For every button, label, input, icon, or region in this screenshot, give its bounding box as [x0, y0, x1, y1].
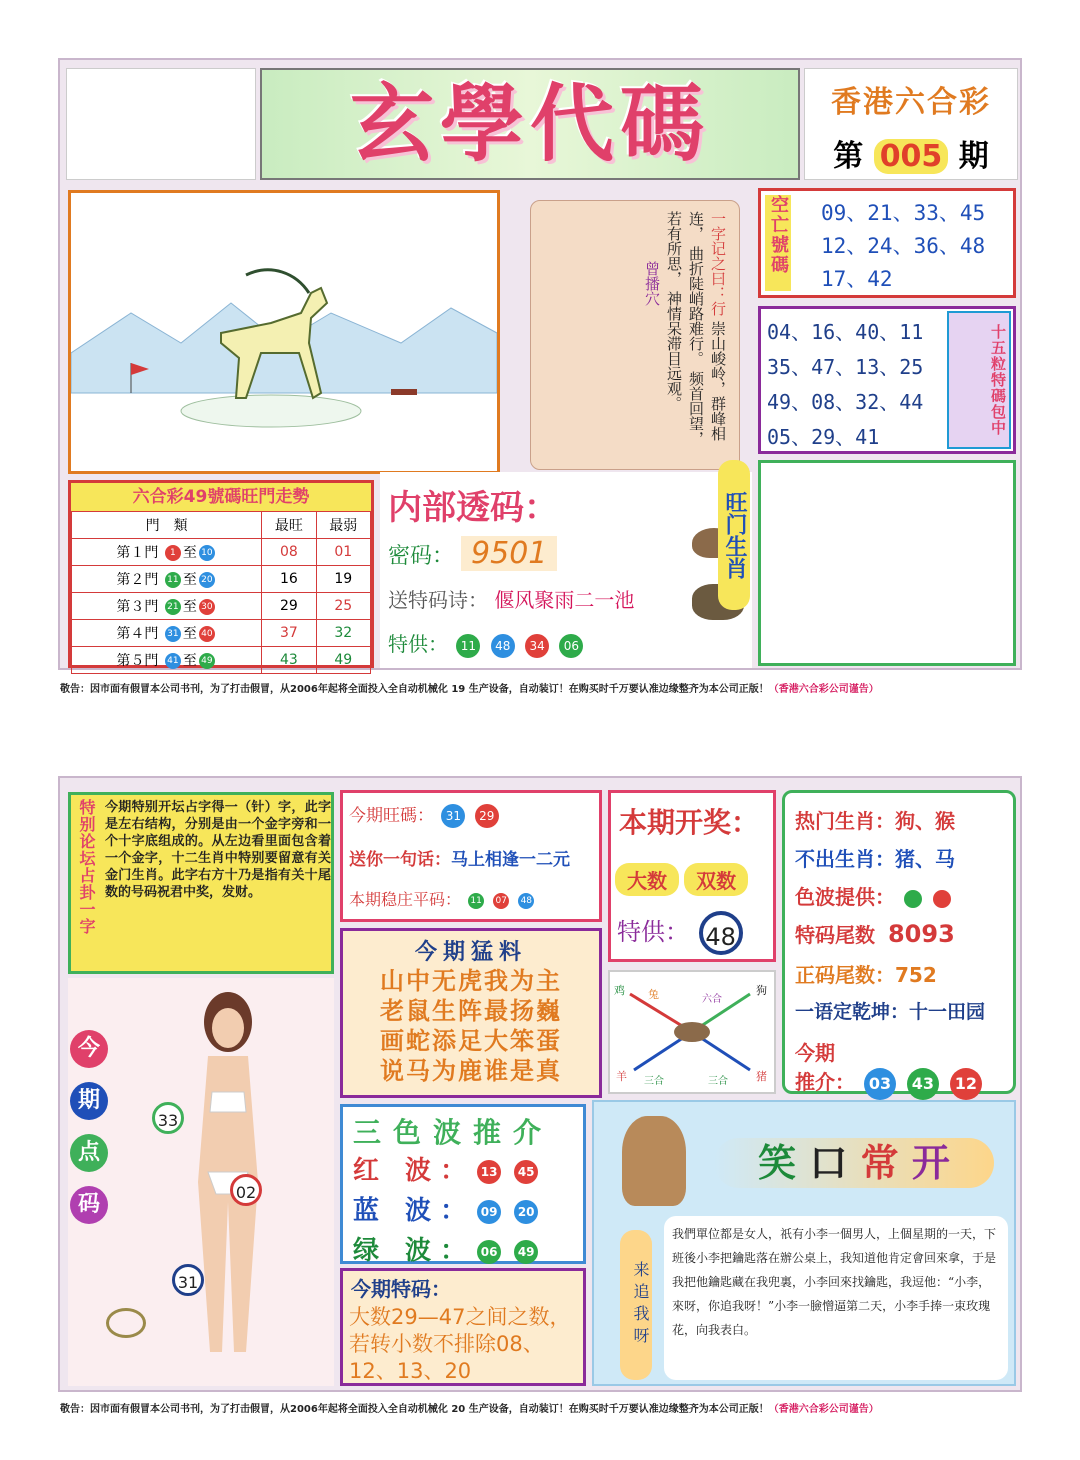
poem-line-1: 崇山峻岭，群峰相连， — [687, 211, 727, 441]
dragon-icon — [106, 1308, 146, 1338]
flat-ball: 07 — [493, 893, 509, 909]
zone-max: 37 — [262, 620, 316, 647]
zone-min: 19 — [316, 566, 370, 593]
green-wave-icon — [904, 890, 922, 908]
saying2-line — [795, 997, 985, 1024]
zone-header-type: 門 類 — [72, 512, 262, 539]
special-offer-ball: 11 — [456, 634, 480, 658]
main-tail-line — [795, 959, 937, 988]
forum-text: 今期特别开坛占字得一（针）字，此字是左右结构，分别是由一个金字旁和一个十字底组成的。从左边看里面包含着一个金字，十二生肖中特别要留意有关金门生肖。此字右方十乃是指有关十尾数的号码祝君中奖，发财。 — [105, 800, 331, 900]
zone-to-ball: 10 — [199, 545, 215, 561]
color-label: 色波提供： — [795, 885, 895, 909]
compass-arrows — [610, 972, 774, 1092]
wave-ball: 09 — [477, 1200, 501, 1224]
issue-line — [805, 131, 1017, 175]
forum-panel — [68, 792, 334, 974]
special-codes-panel — [758, 306, 1016, 454]
monkey-icon — [622, 1116, 686, 1206]
zone-name: 第３門 — [116, 599, 159, 615]
compass-sanhe-1: 三合 — [644, 1076, 664, 1087]
wave-panel — [340, 1104, 586, 1264]
zone-table — [71, 511, 371, 674]
point-ball: 33 — [152, 1102, 184, 1134]
zone-to: 至 — [182, 545, 197, 561]
recommend-ball: 03 — [864, 1068, 896, 1100]
joke-side-label: 来追我呀 — [620, 1230, 652, 1380]
poem-special-line — [388, 584, 634, 613]
special-offer-ball: 06 — [559, 634, 583, 658]
compass-liuhe: 六合 — [702, 994, 722, 1005]
brand-name: 香港六合彩 — [831, 85, 991, 120]
hot-line — [795, 805, 955, 834]
main-tail-label: 正码尾数： — [795, 963, 895, 987]
top-footer-text: 敬告：因市面有假冒本公司书刊，为了打击假冒，从2006年起将全面投入全自动机械化 19 生产设备，自动装订！在购买时千万要认准边缘整齐为本公司正版！ — [60, 684, 769, 695]
poem-line-4: 神情呆滞目远观。 — [665, 290, 683, 411]
table-row — [72, 647, 371, 674]
empty-codes-panel — [758, 188, 1016, 298]
empty-codes-line-2: 12、24、36、48 — [821, 234, 986, 258]
zone-table-panel — [68, 480, 374, 668]
wang-ball: 31 — [441, 804, 465, 828]
recommend-line — [795, 1037, 984, 1100]
issue-box — [804, 68, 1018, 180]
password-label: 密码： — [388, 544, 455, 569]
zone-max: 16 — [262, 566, 316, 593]
zone-min: 25 — [316, 593, 370, 620]
zone-name: 第５門 — [116, 653, 159, 669]
point-char: 码 — [70, 1186, 108, 1224]
draw-title: 本期开奖： — [619, 806, 760, 839]
zone-min: 32 — [316, 620, 370, 647]
zone-to-ball: 49 — [199, 653, 215, 669]
poem-hint: 曾播穴 — [643, 261, 661, 306]
point-char: 点 — [70, 1134, 108, 1172]
cold-line — [795, 843, 955, 872]
zone-to: 至 — [182, 599, 197, 615]
draw-special-line — [617, 911, 745, 955]
zone-max: 29 — [262, 593, 316, 620]
fierce-panel — [340, 928, 602, 1098]
zone-max: 08 — [262, 539, 316, 566]
recommend-label-1: 今期 — [795, 1041, 835, 1065]
wave-label: 红 波 — [353, 1156, 432, 1186]
point-ball: 02 — [230, 1174, 262, 1206]
wave-ball: 13 — [477, 1160, 501, 1184]
compass-sheep: 羊 — [616, 1070, 627, 1083]
table-row — [72, 539, 371, 566]
zone-name: 第２門 — [116, 572, 159, 588]
cold-label: 不出生肖： — [795, 847, 895, 871]
goat-illustration — [71, 193, 497, 471]
title-banner — [260, 68, 800, 180]
even-tag: 双数 — [684, 863, 748, 896]
draw-special-ball: 48 — [699, 911, 743, 955]
flat-ball: 48 — [518, 893, 534, 909]
wave-ball: 49 — [514, 1240, 538, 1264]
issue-suffix: 期 — [958, 139, 989, 174]
zone-to-ball: 30 — [199, 599, 215, 615]
joke-title-3: 常 — [860, 1141, 899, 1185]
wave-title: 三色波推介 — [353, 1116, 554, 1149]
zone-to-ball: 40 — [199, 626, 215, 642]
zone-max: 43 — [262, 647, 316, 674]
empty-codes-line-3: 17、42 — [821, 267, 893, 291]
draw-panel — [608, 790, 776, 962]
saying-line — [349, 845, 570, 870]
special-offer-ball: 48 — [491, 634, 515, 658]
wang-codes-label: 今期旺碼： — [349, 806, 434, 826]
zone-name: 第１門 — [116, 545, 159, 561]
zone-to: 至 — [182, 626, 197, 642]
special-offer-ball: 34 — [525, 634, 549, 658]
top-footer-brand: （香港六合彩公司谨告） — [768, 684, 879, 695]
fierce-line: 山中无虎我为主 — [380, 967, 562, 995]
special-codes-line-1: 04、16、40、11 — [767, 320, 924, 344]
compass-sanhe-2: 三合 — [708, 1076, 728, 1087]
zone-to: 至 — [182, 653, 197, 669]
flat-line — [349, 887, 536, 910]
joke-title-1: 笑 — [758, 1141, 797, 1185]
forum-label: 特别论坛占卦一字 — [77, 799, 96, 935]
blank-box — [66, 68, 256, 180]
zone-from: 1 — [165, 545, 181, 561]
draw-special-label: 特供： — [617, 918, 689, 946]
joke-text: 我們單位都是女人，祇有小李一個男人，上個星期的一天，下班後小李把鑰匙落在辦公桌上，我知道他肯定會回來拿，于是我把他鑰匙藏在我兜裏，小李回來找鑰匙，我逗他：“小李，來呀，你追我呀！”小李一臉憎逼第二天，小李手捧一束玫瑰花，向我表白。 — [664, 1216, 1008, 1380]
wave-ball: 20 — [514, 1200, 538, 1224]
special-codes-line-2: 35、47、13、25 — [767, 355, 924, 379]
cold-value: 猪、马 — [895, 847, 955, 871]
compass-pig: 猪 — [756, 1070, 767, 1083]
wang-line — [349, 801, 501, 828]
tail-value: 8093 — [887, 920, 955, 948]
special-codes-line-3: 49、08、32、44 — [767, 390, 924, 414]
zone-header-max: 最旺 — [262, 512, 316, 539]
tail-label: 特码尾数 — [795, 923, 875, 947]
empty-codes-line-1: 09、21、33、45 — [821, 201, 986, 225]
main-tail-value: 752 — [895, 963, 937, 987]
wave-list — [353, 1151, 540, 1271]
top-page — [58, 58, 1022, 670]
empty-codes-list — [821, 197, 985, 296]
poem-scroll — [530, 200, 740, 470]
table-row — [72, 593, 371, 620]
poem-special-label: 送特码诗： — [388, 588, 488, 612]
recommend-label-2: 推介： — [795, 1070, 855, 1094]
fierce-lines — [343, 966, 599, 1086]
blank-green-box — [758, 460, 1016, 666]
wang-ball: 29 — [475, 804, 499, 828]
model-figure — [128, 982, 328, 1382]
poem-line-2: 曲折陡峭路难行。 — [687, 245, 705, 366]
page-title: 玄學代碼 — [349, 74, 710, 173]
saying-label: 送你一句话： — [349, 850, 451, 870]
bottom-footer-text: 敬告：因市面有假冒本公司书刊，为了打击假冒，从2006年起将全面投入全自动机械化 20 生产设备，自动装订！在购买时千万要认准边缘整齐为本公司正版！ — [60, 1404, 769, 1415]
goat-picture-panel — [68, 190, 500, 474]
point-char: 今 — [70, 1030, 108, 1068]
saying2-label: 一语定乾坤： — [795, 1001, 910, 1023]
wave-row-red: 红 波 ： 13 45 — [353, 1151, 540, 1191]
fierce-title: 今期猛料 — [414, 940, 527, 965]
special-codes-label: 十五粒特碼包中 — [947, 311, 1011, 449]
joke-title-2: 口 — [809, 1141, 848, 1185]
issue-prefix: 第 — [833, 139, 864, 174]
wave-ball: 45 — [514, 1160, 538, 1184]
zone-min: 49 — [316, 647, 370, 674]
compass-panel — [608, 970, 776, 1094]
table-row — [72, 566, 371, 593]
special-code-text: 大数29—47之间之数，若转小数不排除08、12、13、20 — [349, 1305, 571, 1383]
inner-code-panel — [380, 472, 752, 668]
big-tag: 大数 — [615, 863, 679, 896]
compass-rabbit: 兔 — [648, 988, 659, 1001]
flat-ball: 11 — [468, 893, 484, 909]
zone-min: 01 — [316, 539, 370, 566]
wave-label: 绿 波 — [353, 1236, 432, 1266]
joke-title-4: 开 — [911, 1141, 950, 1185]
poem-body — [641, 211, 729, 451]
password-value: 9501 — [461, 536, 557, 571]
bottom-footer — [60, 1400, 1020, 1415]
table-row — [72, 620, 371, 647]
zone-table-title: 六合彩49號碼旺門走勢 — [71, 483, 371, 511]
wave-row-blue: 蓝 波 ： 09 20 — [353, 1191, 540, 1231]
fierce-line: 画蛇添足大笨蛋 — [380, 1027, 562, 1055]
top-footer — [60, 680, 1020, 695]
joke-panel — [592, 1100, 1016, 1386]
zone-from: 31 — [165, 626, 181, 642]
empty-codes-label: 空亡號碼 — [765, 195, 791, 291]
zone-from: 21 — [165, 599, 181, 615]
zone-from: 11 — [165, 572, 181, 588]
hot-label: 热门生肖： — [795, 809, 895, 833]
poem-line-3: 频首回望，若有所思， — [665, 211, 705, 446]
special-codes-line-4: 05、29、41 — [767, 425, 880, 449]
compass-dog: 狗 — [756, 984, 767, 997]
hot-value: 狗、猴 — [895, 809, 955, 833]
wave-row-green: 绿 波 ： 06 49 — [353, 1231, 540, 1271]
bottom-page — [58, 776, 1022, 1392]
point-ball: 31 — [172, 1264, 204, 1296]
zone-from: 41 — [165, 653, 181, 669]
fierce-line: 说马为鹿谁是真 — [380, 1057, 562, 1085]
recommend-ball: 43 — [907, 1068, 939, 1100]
joke-title — [714, 1138, 994, 1188]
special-code-panel — [340, 1268, 586, 1386]
poem-heading: 一字记之曰：行 — [709, 211, 727, 316]
zone-to-ball: 20 — [199, 572, 215, 588]
special-codes-list — [767, 315, 923, 455]
point-char: 期 — [70, 1082, 108, 1120]
saying-text: 马上相逢一二元 — [451, 850, 570, 870]
poem-special-text: 偃风聚雨二一池 — [494, 588, 635, 612]
issue-number: 005 — [874, 139, 949, 174]
bottom-footer-brand: （香港六合彩公司谨告） — [768, 1404, 879, 1415]
point-panel — [68, 978, 334, 1386]
wang-panel — [340, 790, 602, 922]
recommend-ball: 12 — [950, 1068, 982, 1100]
tail-line — [795, 919, 955, 948]
zone-to: 至 — [182, 572, 197, 588]
zone-name: 第４門 — [116, 626, 159, 642]
flat-label: 本期稳庄平码： — [349, 890, 462, 909]
special-offer-line — [388, 628, 585, 658]
wang-label: 旺门生肖 — [718, 460, 750, 610]
info-panel — [782, 790, 1016, 1094]
special-code-title: 今期特码： — [351, 1277, 451, 1301]
wave-label: 蓝 波 — [353, 1196, 432, 1226]
red-wave-icon — [933, 890, 951, 908]
special-offer-label: 特供： — [388, 632, 448, 656]
zone-header-min: 最弱 — [316, 512, 370, 539]
draw-tags — [615, 863, 748, 896]
password-line — [388, 536, 557, 571]
saying2-value: 十一田园 — [909, 1001, 986, 1023]
inner-code-title: 内部透码： — [388, 488, 558, 528]
point-label — [70, 1030, 110, 1224]
color-line — [795, 881, 953, 910]
fierce-line: 老鼠生阵最扬巍 — [380, 997, 562, 1025]
wave-ball: 06 — [477, 1240, 501, 1264]
compass-chicken: 鸡 — [614, 984, 625, 997]
